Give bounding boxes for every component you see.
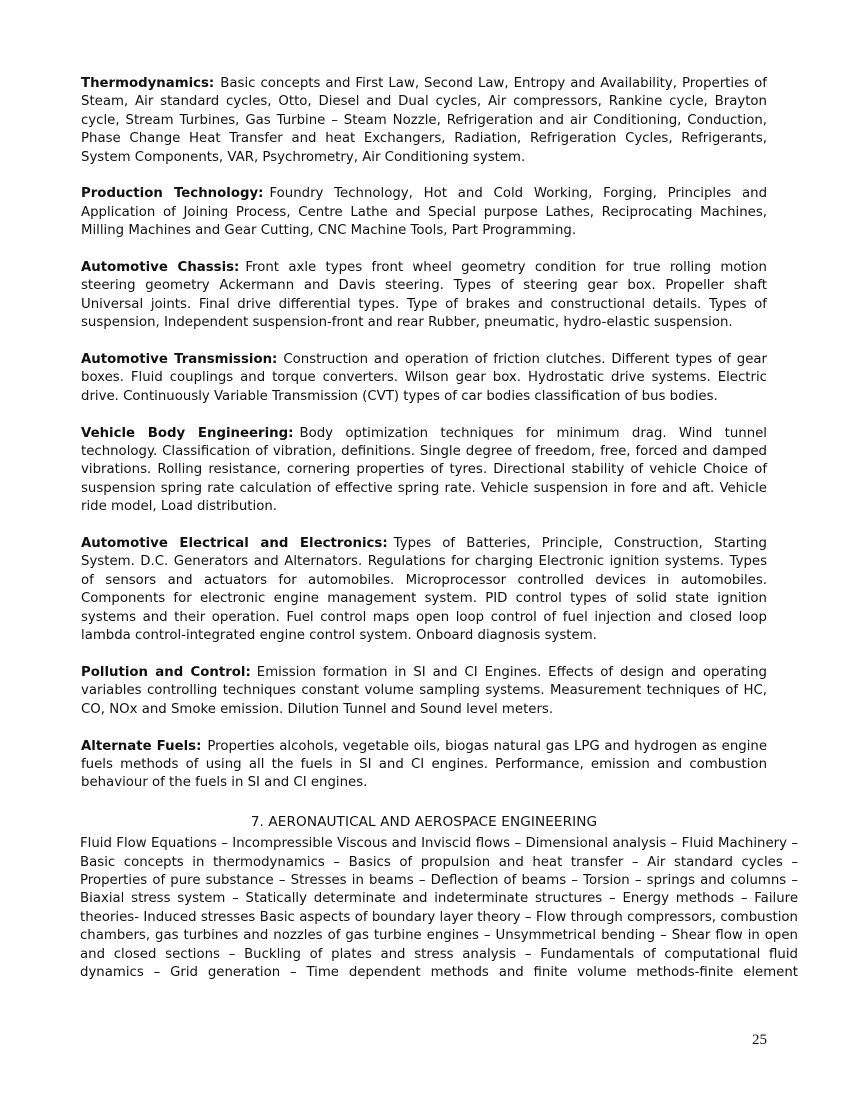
topic-term: Alternate Fuels: [81, 738, 202, 754]
topic-term: Vehicle Body Engineering: [81, 425, 294, 441]
topic-term: Automotive Electrical and Electronics: [81, 536, 388, 552]
topic-paragraph-production-technology [81, 185, 767, 240]
topic-term: Thermodynamics: [81, 76, 215, 91]
topic-paragraph-automotive-chassis [81, 259, 767, 333]
topic-paragraph-alternate-fuels [81, 738, 767, 793]
topic-text: Construction and operation of friction clutches. Different types of gear boxes. Fluid couplings and torque converters. Wilson gear box. Hydrostatic drive systems. Electric drive. Continuously Variable Transmission (CVT) types of car bodies classification of bus bodies. [81, 352, 767, 404]
topic-term: Automotive Transmission: [81, 352, 278, 368]
document-page [80, 75, 798, 982]
topic-text: Types of Batteries, Principle, Construction, Starting System. D.C. Generators and Alternators. Regulations for charging Electronic ignition systems. Types of sensors and actuators for automobiles. Microprocessor controlled devices in automobiles. Components for electronic engine management system. PID control types of solid state ignition systems and their operation. Fuel control maps open loop control of fuel injection and closed loop lambda control-integrated engine control system. Onboard diagnosis system. [81, 536, 767, 644]
topic-text: Emission formation in SI and CI Engines. Effects of design and operating variables controlling techniques constant volume sampling systems. Measurement techniques of HC, CO, NOx and Smoke emission. Dilution Tunnel and Sound level meters. [81, 664, 767, 717]
topic-text: Properties alcohols, vegetable oils, biogas natural gas LPG and hydrogen as engine fuels methods of using all the fuels in SI and CI engines. Performance, emission and combustion behaviour of the fuels in SI and CI engines. [81, 738, 768, 791]
topic-term: Production Technology: [81, 186, 264, 202]
topic-text: Front axle types front wheel geometry condition for true rolling motion steering geometry Ackermann and Davis steering. Types of steering gear box. Propeller shaft Universal joints. Final drive differential types. Type of brakes and constructional details. Types of suspension, Independent suspension-front and rear Rubber, pneumatic, hydro-elastic suspension. [81, 260, 767, 331]
topic-text: Basic concepts and First Law, Second Law, Entropy and Availability, Properties of Steam, Air standard cycles, Otto, Diesel and Dual cycles, Air compressors, Rankine cycle, Brayton cycle, Stream Turbines, Gas Turbine – Steam Nozzle, Refrigeration and air Conditioning, Conduction, Phase Change Heat Transfer and heat Exchangers, Radiation, Refrigeration Cycles, Refrigerants, System Components, VAR, Psychrometry, Air Conditioning system. [81, 76, 767, 165]
page-number: 25 [752, 1032, 767, 1048]
section-body: Fluid Flow Equations – Incompressible Viscous and Inviscid flows – Dimensional analysis – Fluid Machinery – Basic concepts in thermodynamics – Basics of propulsion and heat transfer – Air standard cycles – Properties of pure substance – Stresses in beams – Deflection of beams – Torsion – springs and columns – Biaxial stress system – Statically determinate and indeterminate structures – Energy methods – Failure theories- Induced stresses Basic aspects of boundary layer theory – Flow through compressors, combustion chambers, gas turbines and nozzles of gas turbine engines – Unsymmetrical bending – Shear flow in open and closed sections – Buckling of plates and stress analysis – Fundamentals of computational fluid dynamics – Grid generation – Time dependent methods and finite volume methods-finite element [80, 836, 798, 980]
topic-text: Foundry Technology, Hot and Cold Working, Forging, Principles and Application of Joining Process, Centre Lathe and Special purpose Lathes, Reciprocating Machines, Milling Machines and Gear Cutting, CNC Machine Tools, Part Programming. [81, 186, 768, 239]
topic-paragraph-automotive-transmission [81, 351, 767, 406]
topic-text: Body optimization techniques for minimum drag. Wind tunnel technology. Classification of vibration, definitions. Single degree of freedom, free, forced and damped vibrations. Rolling resistance, cornering properties of tyres. Directional stability of vehicle Choice of suspension spring rate calculation of effective spring rate. Vehicle suspension in fore and aft. Vehicle ride model, Load distribution. [81, 425, 768, 515]
topic-paragraph-pollution-control [81, 664, 767, 719]
section-heading: 7. AERONAUTICAL AND AEROSPACE ENGINEERING [250, 813, 598, 830]
topic-term: Pollution and Control: [81, 664, 251, 680]
topic-paragraph-thermodynamics [81, 75, 767, 167]
topic-paragraph-automotive-electrical [81, 535, 767, 645]
topic-term: Automotive Chassis: [81, 260, 240, 276]
topic-paragraph-vehicle-body-engineering [81, 425, 767, 517]
